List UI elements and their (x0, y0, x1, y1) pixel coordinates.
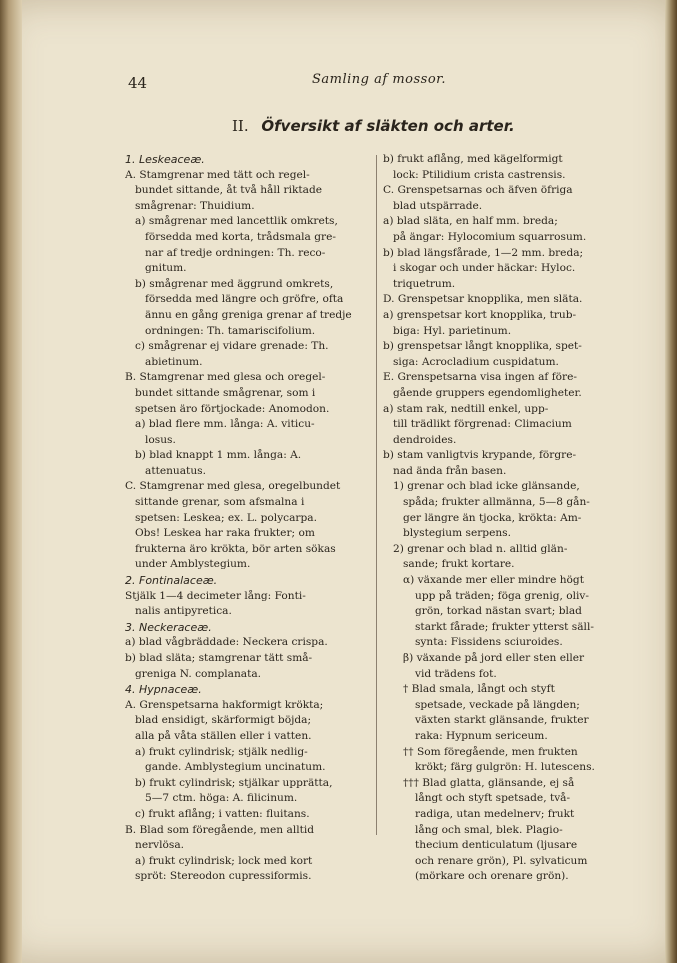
text-line: A. Stamgrenar med tätt och regel- (125, 168, 310, 181)
text-line: b) stam vanligtvis krypande, förgre- (383, 449, 577, 462)
text-line: sande; frukt kortare. (403, 558, 515, 571)
text-line: spåda; frukter allmänna, 5—8 gån- (403, 496, 590, 509)
text-line: a) blad vågbräddade: Neckera crispa. (125, 636, 328, 649)
text-line: blad ensidigt, skärformigt böjda; (135, 714, 312, 727)
text-line: c) frukt aflång; i vatten: fluitans. (135, 807, 310, 820)
text-line: lock: Ptilidium crista castrensis. (393, 168, 566, 181)
text-line: ger längre än tjocka, krökta: Am- (403, 511, 582, 524)
section-title: Öfversikt af släkten och arter. (261, 117, 515, 135)
text-line: nervlösa. (135, 839, 185, 852)
text-line: 1) grenar och blad icke glänsande, (393, 480, 580, 493)
text-line: ††† Blad glatta, glänsande, ej så (403, 776, 575, 789)
text-line: långt och styft spetsade, två- (415, 792, 571, 805)
page-edge (665, 0, 677, 963)
text-line: bundet sittande smågrenar, som i (135, 386, 316, 399)
text-line: †† Som föregående, men frukten (403, 745, 578, 758)
text-line: upp på träden; föga grenig, oliv- (415, 589, 589, 602)
section-number: II. (232, 117, 249, 135)
text-line: b) frukt aflång, med kägelformigt (383, 153, 563, 165)
text-line: A. Grenspetsarna hakformigt krökta; (125, 698, 324, 711)
text-line: Stjälk 1—4 decimeter lång: Fonti- (125, 589, 306, 602)
text-line: på ängar: Hylocomium squarrosum. (393, 230, 587, 243)
text-line: krökt; färg gulgrön: H. lutescens. (415, 761, 595, 774)
text-line: B. Blad som föregående, men alltid (125, 823, 315, 836)
text-line: dendroides. (393, 433, 457, 446)
text-line: spetsen äro förtjockade: Anomodon. (135, 402, 330, 415)
family-heading: 2. Fontinalaceæ. (125, 574, 218, 588)
family-heading: 3. Neckeraceæ. (125, 620, 212, 634)
text-line: sittande grenar, som afsmalna i (135, 496, 305, 509)
text-line: under Amblystegium. (135, 558, 251, 571)
text-line: b) blad släta; stamgrenar tätt små- (125, 652, 313, 664)
text-line: D. Grenspetsar knopplika, men släta. (383, 293, 583, 306)
text-line: ordningen: Th. tamariscifolium. (145, 324, 316, 337)
text-line: C. Stamgrenar med glesa, oregelbundet (125, 480, 341, 493)
text-line: växten starkt glänsande, frukter (415, 714, 589, 727)
text-line: 2) grenar och blad n. alltid glän- (393, 542, 568, 555)
text-line: thecium denticulatum (ljusare (415, 839, 578, 852)
text-line: lång och smal, blek. Plagio- (415, 823, 563, 836)
text-line: α) växande mer eller mindre högt (403, 574, 584, 587)
text-line: losus. (145, 433, 176, 446)
text-line: a) smågrenar med lancettlik omkrets, (135, 215, 338, 228)
text-line: ännu en gång greniga grenar af tredje (145, 308, 352, 321)
text-line: b) grenspetsar långt knopplika, spet- (383, 340, 582, 353)
text-line: och renare grön), Pl. sylvaticum (415, 854, 588, 867)
text-line: E. Grenspetsarna visa ingen af före- (383, 371, 577, 384)
text-line: a) frukt cylindrisk; lock med kort (135, 854, 313, 867)
text-line: spröt: Stereodon cupressiformis. (135, 870, 312, 883)
page-gutter (0, 0, 22, 963)
text-line: alla på våta ställen eller i vatten. (135, 729, 312, 742)
text-line: a) blad släta, en half mm. breda; (383, 215, 558, 228)
text-line: siga: Acrocladium cuspidatum. (393, 355, 559, 368)
text-line: abietinum. (145, 355, 203, 368)
text-line: försedda med längre och gröfre, ofta (145, 293, 344, 306)
text-line: a) grenspetsar kort knopplika, trub- (383, 308, 577, 321)
page-number: 44 (128, 74, 148, 92)
text-line: † Blad smala, långt och styft (403, 683, 555, 696)
text-line: greniga N. complanata. (135, 667, 262, 680)
text-line: (mörkare och orenare grön). (415, 870, 569, 883)
text-line: raka: Hypnum sericeum. (415, 729, 548, 742)
text-line: vid trädens fot. (415, 667, 497, 680)
section-heading (232, 117, 515, 135)
text-line: frukterna äro krökta, bör arten sökas (135, 542, 336, 555)
text-line: 5—7 ctm. höga: A. filicinum. (145, 792, 298, 805)
text-line: Obs! Leskea har raka frukter; om (135, 527, 315, 540)
text-line: c) smågrenar ej vidare grenade: Th. (135, 340, 329, 353)
family-heading: 1. Leskeaceæ. (125, 153, 205, 166)
text-line: radiga, utan medelnerv; frukt (415, 807, 575, 820)
text-line: β) växande på jord eller sten eller (403, 652, 585, 664)
text-line: nalis antipyretica. (135, 605, 232, 618)
right-column (383, 152, 635, 885)
text-line: bundet sittande, åt två håll riktade (135, 184, 323, 197)
text-line: smågrenar: Thuidium. (135, 199, 255, 212)
text-line: grön, torkad nästan svart; blad (415, 605, 582, 618)
text-line: spetsade, veckade på längden; (415, 698, 580, 711)
text-line: biga: Hyl. parietinum. (393, 324, 512, 337)
text-line: gande. Amblystegium uncinatum. (145, 761, 326, 774)
text-line: C. Grenspetsarnas och äfven öfriga (383, 184, 573, 197)
left-column (125, 152, 373, 885)
text-line: gående gruppers egendomligheter. (393, 386, 582, 399)
text-line: attenuatus. (145, 464, 206, 477)
text-line: blystegium serpens. (403, 527, 511, 540)
text-line: nad ända från basen. (393, 464, 507, 477)
text-line: a) frukt cylindrisk; stjälk nedlig- (135, 745, 308, 758)
text-line: a) blad flere mm. långa: A. viticu- (135, 418, 315, 431)
text-line: nar af tredje ordningen: Th. reco- (145, 246, 326, 259)
text-line: triquetrum. (393, 277, 456, 290)
text-line: gnitum. (145, 262, 187, 275)
text-line: spetsen: Leskea; ex. L. polycarpa. (135, 511, 317, 524)
text-line: b) frukt cylindrisk; stjälkar upprätta, (135, 776, 333, 789)
text-line: i skogar och under häckar: Hyloc. (393, 262, 576, 275)
text-line: b) blad längsfårade, 1—2 mm. breda; (383, 246, 584, 259)
text-line: a) stam rak, nedtill enkel, upp- (383, 402, 549, 415)
text-line: till trädlikt förgrenad: Climacium (393, 418, 572, 431)
text-line: försedda med korta, trådsmala gre- (145, 230, 336, 243)
column-divider (376, 155, 377, 835)
running-head: Samling af mossor. (312, 72, 447, 87)
text-line: synta: Fissidens sciuroides. (415, 636, 563, 649)
family-heading: 4. Hypnaceæ. (125, 683, 202, 697)
text-line: b) blad knappt 1 mm. långa: A. (135, 449, 302, 462)
text-line: blad utspärrade. (393, 199, 483, 212)
text-line: B. Stamgrenar med glesa och oregel- (125, 371, 326, 384)
text-line: b) smågrenar med äggrund omkrets, (135, 277, 334, 290)
text-line: starkt fårade; frukter ytterst säll- (415, 620, 594, 633)
